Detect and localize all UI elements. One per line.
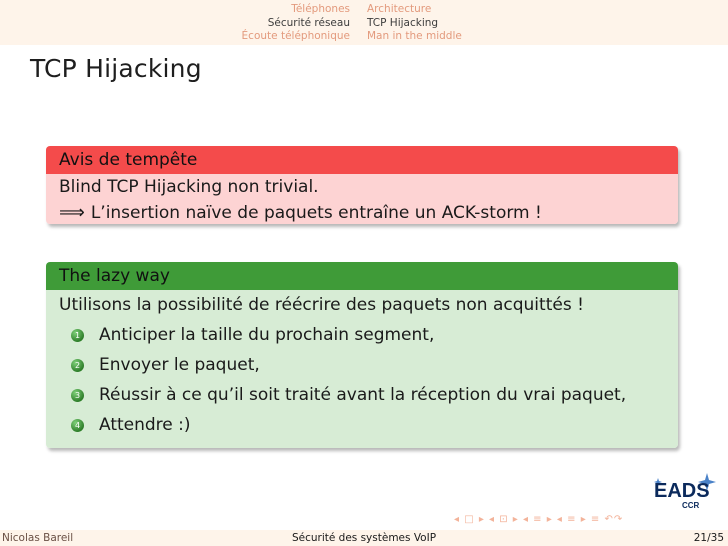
steps-list [59,320,665,440]
step-text: Réussir à ce qu’il soit traité avant la réception du vrai paquet, [99,385,627,405]
alert-line-1: Blind TCP Hijacking non trivial. [59,177,319,197]
lazy-way-block [46,262,678,448]
step-text: Attendre :) [99,415,191,435]
nav-subsection-architecture[interactable]: Architecture [367,3,432,15]
alert-line-2 [59,200,665,224]
page-number: 21/35 [693,532,724,544]
alert-block-title: Avis de tempête [46,146,678,174]
footer-author: Nicolas Bareil [2,532,74,544]
lazy-block-title: The lazy way [46,262,678,290]
number-ball-icon: 4 [71,419,84,432]
beamer-navigation-icons[interactable]: ◂ □ ▸ ◂ ⊡ ▸ ◂ ≡ ▸ ◂ ≡ ▸ ≡ ↶↷ [454,514,624,525]
footer [0,530,728,546]
nav-section-telephones[interactable]: Téléphones [291,3,350,15]
section-list [242,3,350,44]
number-ball-icon: 3 [71,389,84,402]
step-text: Anticiper la taille du prochain segment, [99,325,435,345]
eads-logo [652,470,722,512]
lazy-intro: Utilisons la possibilité de réécrire des paquets non acquittés ! [59,295,584,315]
nav-section-ecoute[interactable]: Écoute téléphonique [241,30,350,42]
lazy-block-body [46,290,678,448]
header-navigation [0,0,728,45]
list-item [71,350,665,380]
list-item [71,320,665,350]
alert-block [46,146,678,224]
list-item [71,380,665,410]
implies-arrow-icon: ⟹ [59,202,85,223]
alert-block-body [46,174,678,224]
subsection-list [367,3,462,44]
nav-subsection-tcp-hijacking[interactable]: TCP Hijacking [367,16,439,29]
frame-title: TCP Hijacking [30,54,202,83]
list-item [71,410,665,440]
number-ball-icon: 2 [71,359,84,372]
footer-title: Sécurité des systèmes VoIP [291,532,437,544]
nav-subsection-mitm[interactable]: Man in the middle [367,30,462,42]
alert-line-2-text: L’insertion naïve de paquets entraîne un ACK-storm ! [90,203,542,223]
logo-subtext: CCR [682,501,700,510]
number-ball-icon: 1 [71,329,84,342]
logo-text: EADS [654,480,710,502]
step-text: Envoyer le paquet, [99,355,260,375]
nav-section-securite-reseau[interactable]: Sécurité réseau [267,16,350,29]
